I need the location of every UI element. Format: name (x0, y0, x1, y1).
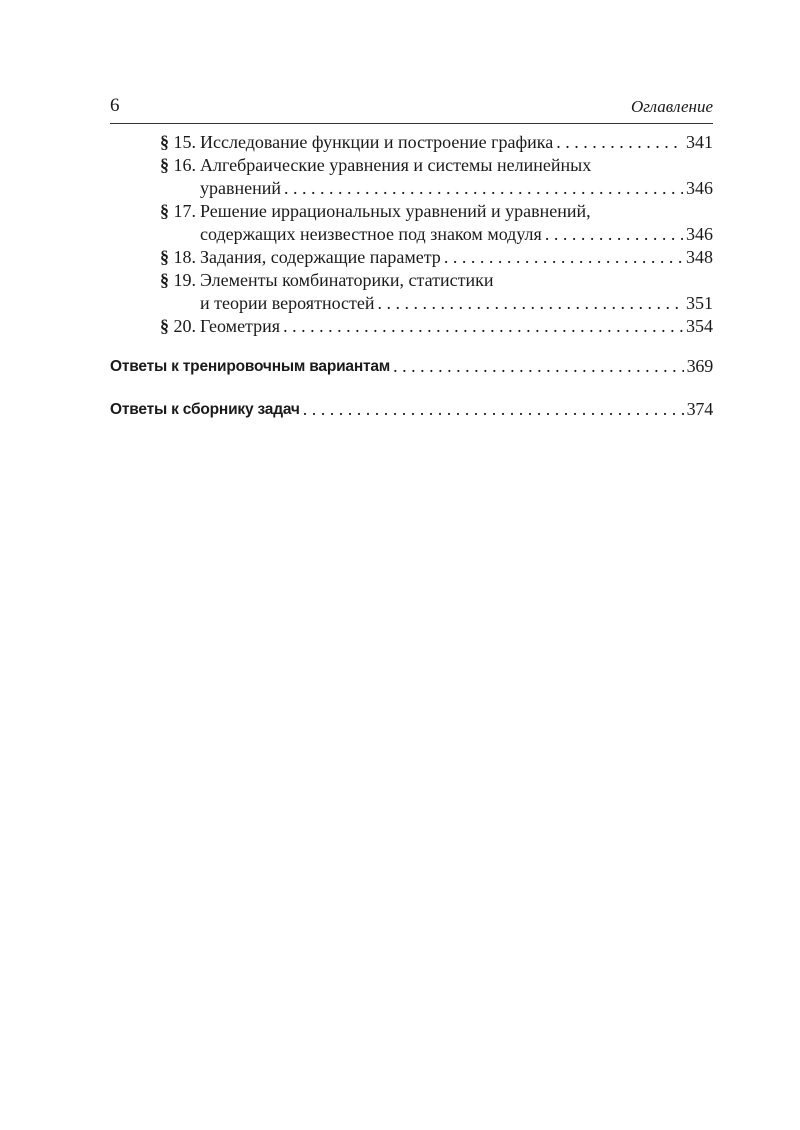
toc-entry-17[interactable] (110, 200, 713, 223)
toc-entry-16-cont[interactable] (110, 177, 713, 200)
toc-entry-20[interactable] (110, 315, 713, 338)
toc-page-number: 351 (686, 293, 713, 313)
toc-entry-title: Алгебраические уравнения и системы нелинейных (200, 155, 592, 175)
dot-leader (444, 246, 683, 269)
section-sign: § (160, 270, 169, 290)
dot-leader (393, 355, 684, 378)
table-of-contents (110, 131, 713, 421)
toc-entry-title: Элементы комбинаторики, статистики (200, 270, 494, 290)
toc-chapter-title: Ответы к сборнику задач (110, 401, 300, 418)
section-number: 17. (173, 201, 196, 221)
toc-page-number: 346 (686, 178, 713, 198)
toc-chapter-title: Ответы к тренировочным вариантам (110, 358, 391, 375)
dot-leader (556, 131, 683, 154)
section-sign: § (160, 247, 169, 267)
section-number: 18. (173, 247, 196, 267)
dot-leader (284, 177, 683, 200)
section-number: 20. (173, 316, 196, 336)
toc-page-number: 369 (686, 356, 713, 376)
section-number: 16. (173, 155, 196, 175)
toc-page-number: 354 (686, 316, 713, 336)
toc-page-number: 346 (686, 224, 713, 244)
toc-page-number: 348 (686, 247, 713, 267)
dot-leader (303, 398, 684, 421)
dot-leader (378, 292, 684, 315)
toc-entry-title: Геометрия (200, 316, 281, 336)
toc-entry-title-cont: уравнений (200, 178, 282, 198)
toc-entry-title-cont: содержащих неизвестное под знаком модуля (200, 224, 542, 244)
toc-page-number: 374 (686, 399, 713, 419)
toc-entry-title: Исследование функции и построение графика (200, 132, 554, 152)
toc-entry-18[interactable] (110, 246, 713, 269)
toc-entry-16[interactable] (110, 154, 713, 177)
section-number: 15. (173, 132, 196, 152)
toc-entry-15[interactable] (110, 131, 713, 154)
toc-chapter-training-answers[interactable] (110, 355, 713, 378)
toc-entry-19[interactable] (110, 269, 713, 292)
running-title: Оглавление (630, 97, 713, 116)
toc-chapter-problem-answers[interactable] (110, 398, 713, 421)
section-sign: § (160, 132, 169, 152)
section-sign: § (160, 316, 169, 336)
section-sign: § (160, 201, 169, 221)
toc-entry-title: Задания, содержащие параметр (200, 247, 441, 267)
toc-entry-title-cont: и теории вероятностей (200, 293, 375, 313)
section-sign: § (160, 155, 169, 175)
toc-entry-title: Решение иррациональных уравнений и уравнений, (200, 201, 591, 221)
toc-entry-19-cont[interactable] (110, 292, 713, 315)
page-number: 6 (110, 95, 120, 116)
toc-entry-17-cont[interactable] (110, 223, 713, 246)
dot-leader (545, 223, 683, 246)
running-header (110, 93, 713, 124)
dot-leader (283, 315, 683, 338)
section-number: 19. (173, 270, 196, 290)
toc-page-number: 341 (686, 132, 713, 152)
